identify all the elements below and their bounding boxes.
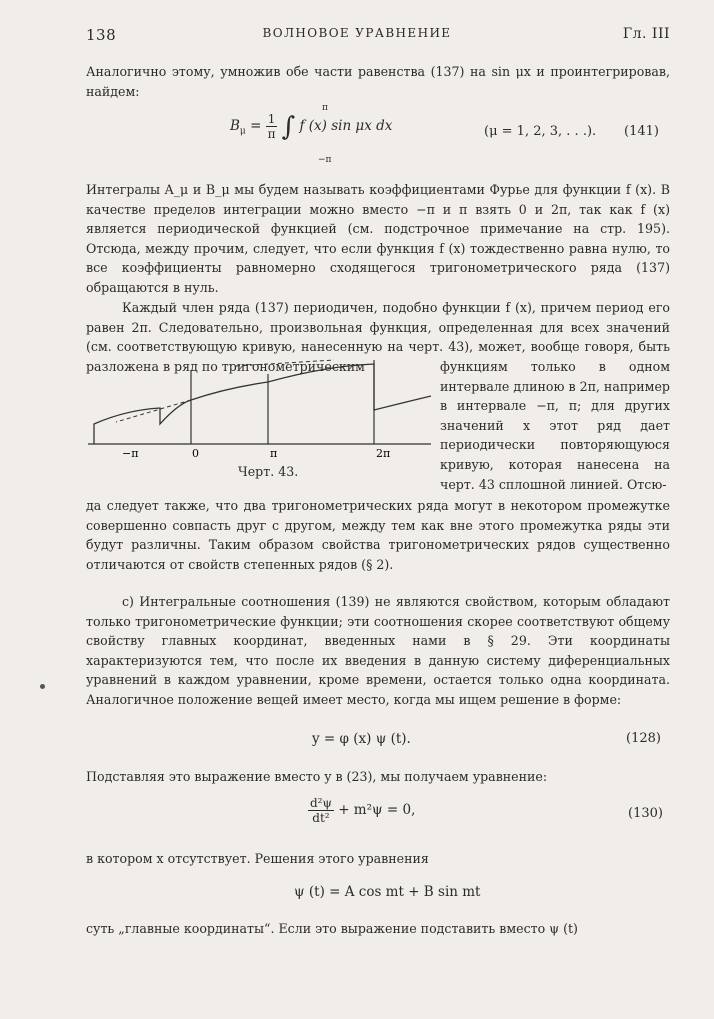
running-title: ВОЛНОВОЕ УРАВНЕНИЕ: [262, 26, 452, 40]
formula-141-integrand: f (x) sin μx dx: [299, 118, 393, 134]
integral-sign: ∫: [281, 111, 296, 142]
formula-141-den: π: [267, 127, 276, 141]
paragraph-series-text: да следует также, что два тригонометрических ряда могут в некотором промежутке совершенно совпасть друг с другом, между тем как вне этого промежутка ряды эти будут различны. Таким образом свойства тригонометрических рядов существенно отличаются от свойств степенных рядов (§ 2).: [86, 498, 670, 572]
paragraph-substitution: [86, 767, 670, 787]
paragraph-solutions: [86, 849, 670, 869]
formula-128-number: (128): [626, 731, 661, 746]
paragraph-fourier-text: Интегралы A_μ и B_μ мы будем называть коэффициентами Фурье для функции f (x). В качестве пределов интеграции можно вместо −π и π взять 0 и 2π, так как f (x) является периодической функцией (см. подстрочное примечание на стр. 195). Отсюда, между прочим, следует, что если функция f (x) тождественно равна нулю, то все коэффициенты равномерно сходящегося тригонометрического ряда (137) обращаются в нуль.: [86, 182, 670, 295]
paragraph-main-coords-text: суть „главные координаты“. Если это выражение подставить вместо ψ (t): [86, 921, 578, 936]
margin-dot: [40, 684, 45, 689]
label-minus-pi: −π: [122, 447, 139, 460]
dashed-extension: [116, 400, 191, 422]
formula-130-fraction: [308, 796, 334, 825]
wrapped-column-text: функциям только в одном интервале длиною в 2π, например в интервале −π, π; для других значений x этот ряд дает периодически повторяющуюся кривую, которая нанесена на черт. 43 сплошной линией. Отсю-: [440, 359, 670, 492]
formula-130: [308, 796, 415, 825]
intro-text: Аналогично этому, умножив обе части равенства (137) на sin μx и проинтегрировав, найдем:: [86, 64, 670, 99]
label-two-pi: 2π: [376, 447, 391, 460]
integral-lower-limit: −π: [318, 155, 332, 165]
formula-141-eq: =: [250, 118, 262, 134]
paragraph-solutions-text: в котором x отсутствует. Решения этого уравнения: [86, 851, 429, 866]
formula-141: [230, 112, 392, 141]
paragraph-series: [86, 496, 670, 574]
formula-141-condition: (μ = 1, 2, 3, . . .).: [484, 124, 597, 139]
page-number: 138: [86, 26, 117, 44]
paragraph-integral-relations: [86, 592, 670, 710]
formula-141-num: 1: [267, 112, 276, 126]
formula-141-fraction: [266, 112, 278, 141]
label-zero: 0: [192, 447, 199, 460]
formula-141-sub: μ: [239, 126, 246, 137]
formula-141-number: (141): [624, 124, 659, 139]
paragraph-periodic-text: Каждый член ряда (137) периодичен, подобно функции f (x), причем период его равен 2π. Следовательно, произвольная функция, определенная для всех значений (см. соответствующую кривую, нанесенную на черт. 43), может, вообще говоря, быть разложена в ряд по тригонометрическим: [86, 300, 670, 374]
paragraph-fourier: [86, 180, 670, 298]
formula-130-rest: + m²ψ = 0,: [338, 802, 416, 818]
dashed-extension-top: [236, 360, 334, 366]
chapter-label: Гл. III: [622, 26, 670, 42]
wrapped-column: [440, 357, 670, 494]
paragraph-integral-relations-text: c) Интегральные соотношения (139) не являются свойством, которым обладают только тригонометрические функции; эти соотношения скорее соответствуют общему свойству главных координат, введенных нами в § 29. Эти координаты характеризуются тем, что после их введения в данную систему диференциальных уравнений в каждом уравнении, кроме времени, остается только одна координата. Аналогичное положение вещей имеет место, когда мы ищем решение в форме:: [86, 594, 670, 707]
paragraph-substitution-text: Подставляя это выражение вместо y в (23), мы получаем уравнение:: [86, 769, 548, 784]
paragraph-main-coords: [86, 919, 670, 939]
integral-upper-limit: π: [322, 103, 328, 113]
formula-130-den: dt²: [312, 811, 330, 825]
periodic-curve-left: [94, 400, 191, 444]
formula-141-lhs: B: [230, 118, 240, 134]
intro-paragraph: [86, 62, 670, 101]
label-pi: π: [270, 447, 278, 460]
formula-solution: ψ (t) = A cos mt + B sin mt: [294, 884, 481, 900]
formula-130-number: (130): [628, 806, 663, 821]
figure-caption: Черт. 43.: [238, 464, 299, 479]
figure-43: [86, 352, 436, 460]
formula-130-num: d²ψ: [310, 796, 332, 810]
periodic-curve-right: [191, 364, 431, 410]
formula-128: y = φ (x) ψ (t).: [312, 731, 411, 747]
